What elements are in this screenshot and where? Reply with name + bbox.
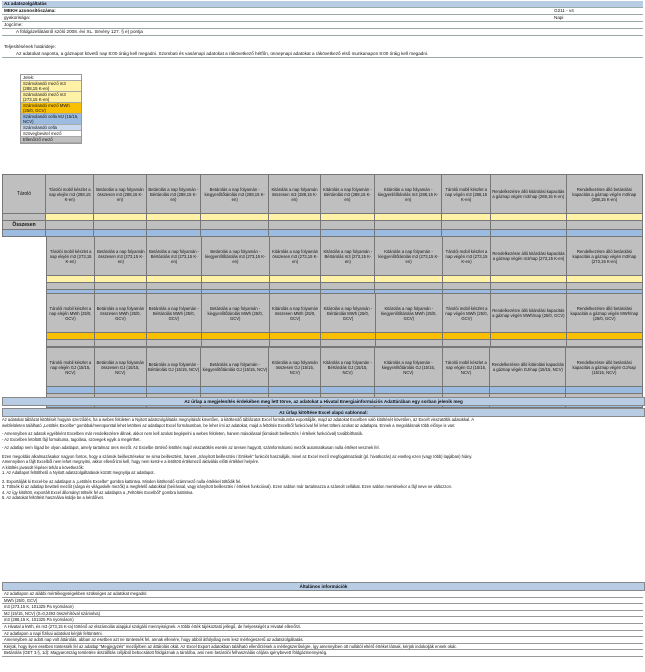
general-line: m3 (273,15 K, 101325 Pa nyomáson) bbox=[2, 604, 643, 611]
column-header: Kitárolás a nap folyamán - Bértárolás m3 (288,15 K-en) bbox=[320, 175, 374, 214]
general-line: Kérjük, hogy ilyen esetben tüntessék fel az adatlap "Megjegyzés" mezőjében az áttárolás okát. Az Excel Export adatokban található ellenőrzések a mérlegszerűségre, így amennyiben ott nullától eltérő értéket látnak, kérjük indokolják ennek okát. bbox=[2, 644, 643, 651]
frequency-label: gyakorisága: bbox=[4, 15, 31, 20]
mekh-label: MEKH azonosítószáma: bbox=[4, 8, 56, 13]
input-cell[interactable] bbox=[320, 214, 374, 221]
instruction-line: Az adatokat táblázat kitöltését hogyan szerződés, ha a webes felületen a Nyitott adatszolgáltatás megnyitását követően, a kitöltendő táblázatot Excel formátumba exportálják, majd az adatokat Excelben való kitöltését követően, az Excelt visszatöltik adatokkal. A bbox=[2, 417, 474, 422]
deadline-label: Teljesítésének határideje: bbox=[4, 44, 56, 49]
input-cell[interactable] bbox=[95, 276, 147, 283]
column-header: Kitárolás a nap folyamán - Bértárolás GJ (15/15, NCV) bbox=[321, 348, 375, 387]
input-cell[interactable] bbox=[490, 387, 566, 394]
deadline-value-row bbox=[2, 51, 643, 58]
input-cell[interactable] bbox=[94, 214, 146, 221]
column-header: Kitárolás a nap folyamán összesen m3 (288,15 K-en) bbox=[269, 175, 321, 214]
legal-value-row bbox=[2, 29, 643, 36]
legend-item: Számolandó mező m3 (288,15 K-en) bbox=[21, 81, 81, 92]
total-label: Összesen bbox=[3, 221, 46, 230]
column-header: Betárolás a nap folyamán - kiegyenlítőtárolás MWh (25/0, GCV) bbox=[201, 294, 269, 333]
input-cell[interactable] bbox=[46, 214, 94, 221]
input-cell[interactable] bbox=[443, 333, 491, 340]
total-row bbox=[3, 221, 643, 230]
column-header: Betárolás a nap folyamán - kiegyenlítőtárolás m3 (273,15 K-en) bbox=[201, 237, 269, 276]
section-title-row bbox=[2, 1, 643, 8]
column-header: Kitárolás a nap folyamán - kiegyenlítőtárolás GJ (15/15, NCV) bbox=[375, 348, 443, 387]
input-cell[interactable] bbox=[269, 387, 321, 394]
input-cell[interactable] bbox=[375, 387, 443, 394]
column-header: Betárolás a nap folyamán - Bértárolás m3 (273,15 K-en) bbox=[147, 237, 201, 276]
input-cell[interactable] bbox=[375, 333, 443, 340]
legal-value: A földgázellátásról szóló 2008. évi XL. törvény 127. § e) pontja bbox=[16, 29, 143, 34]
legend-title: Jelek: bbox=[21, 75, 81, 81]
general-line: Az adatlapon a napi fizikai adatokat kérjük feltüntetni. bbox=[2, 631, 643, 638]
frequency-row bbox=[2, 15, 643, 22]
general-line: A Hivatal a kWh, és m3 (273,15 K-ra) történő az elszámolás alapjául szolgáló mennyiségnek. A többi érték tájékoztató jellegű, de helyességét a Hivatal ellenőrzi. bbox=[2, 624, 643, 631]
table-m3-288 bbox=[2, 174, 643, 237]
legal-label-row bbox=[2, 22, 643, 29]
column-header: Betárolás a nap folyamán - Bértárolás MWh (25/0, GCV) bbox=[147, 294, 202, 333]
table-m3-273 bbox=[46, 236, 643, 297]
input-cell[interactable] bbox=[47, 387, 95, 394]
instruction-line: - Amennyiben az adatok egyébként Excelben már rendelkezésre állnak, akkor nem kell azokat begépelni a webes felületen, hanem másolással (kimásolt beillesztés / értékek funkcióval) továbbíthatók. bbox=[2, 431, 364, 436]
general-line: Betárolás (GET 3.§, 1d): Magyarország területére átszállítás céljából bebocsátott földgáznak a tárolóba, ami nem betárolói felhasználás céljára igénybevett földgázmennyiség. bbox=[2, 650, 643, 657]
layout-notice: Az űrlap a megjelenítés érdekében meg lett törve, az adatokat a Hivatal Energiainformációs Adattárában egy sorban jelenik meg bbox=[2, 397, 645, 406]
general-info-body bbox=[2, 591, 643, 657]
instructions-body bbox=[2, 417, 643, 501]
instruction-line: 2. Exportálják ki Excel-be az adatlapot a „Letöltés Excelbe” gombra kattintva. Minden kitöltendő számmező nulla értékkel töltődik fel. bbox=[2, 478, 242, 484]
input-cell[interactable] bbox=[201, 214, 269, 221]
instruction-line: Ezen megoldás alkalmazásakor nagyon fontos, hogy a számok beillesztésekor ne sima beillesztést, hanem „Irányított beillesztés / Értékek” funkciót használják, mivel az Excel mező megfogalmazását (pl. hivatkozás) az esetleg ezen (vagy több) lapjában) hiány. bbox=[2, 453, 473, 459]
instruction-line: 5. Az adatokat feltöltést használva küldje be a kérdőívet. bbox=[2, 495, 104, 500]
form-code: G211 - v4 bbox=[554, 8, 574, 13]
legend-item: Ellenőrző mező bbox=[21, 137, 81, 143]
column-header: Rendelkezésre álló kitárolási kapacitás a gáznap végén MWh/nap (25/0, GCV) bbox=[491, 294, 567, 333]
input-cell[interactable] bbox=[442, 276, 490, 283]
deadline-value: Az adatokat naponta, a gáznapot követő nap 8:00 óráig kell megadni. Szombati és vasárnapi adatokat a rákövetkező hétfőn, ünnepnapi adatokat a rákövetkező első munkanapon 8:00 óráig kell megadni. bbox=[16, 51, 429, 56]
input-cell[interactable] bbox=[146, 387, 201, 394]
column-header: Rendelkezésre álló kitárolási kapacitás a gáznap végén m3/nap (273,15 K-en) bbox=[491, 237, 567, 276]
input-cell[interactable] bbox=[47, 276, 95, 283]
input-cell[interactable] bbox=[47, 333, 95, 340]
column-header: Tárolói mobil készlet a nap végén m3 (273,15 K-en) bbox=[442, 237, 490, 276]
column-header: Betárolás a nap folyamán - Bértárolás GJ (15/15, NCV) bbox=[146, 348, 201, 387]
column-header: Kitárolás a nap folyamán - kiegyenlítőtárolás m3 (273,15 K-en) bbox=[375, 237, 442, 276]
column-header: Betárolás a nap folyamán összesen m3 (273,15 K-en) bbox=[95, 237, 147, 276]
general-line: m3 (288,15 K, 101325 Pa nyomáson) bbox=[2, 617, 643, 624]
column-header: Betárolás a nap folyamán - kiegyenlítőtárolás m3 (288,15 K-en) bbox=[201, 175, 269, 214]
deadline-label-row bbox=[2, 44, 643, 50]
column-header: Tárolói mobil készlet a nap elején m3 (273,15 K-en) bbox=[47, 237, 95, 276]
input-cell[interactable] bbox=[201, 387, 269, 394]
input-cell[interactable] bbox=[269, 333, 321, 340]
column-header: Rendelkezésre álló kitárolási kapacitás a gáznap végén m3/nap (288,15 K-en) bbox=[490, 175, 566, 214]
input-cell[interactable] bbox=[566, 214, 642, 221]
column-header: Betárolás a nap folyamán összesen GJ (15/15, NCV) bbox=[94, 348, 146, 387]
input-cell[interactable] bbox=[490, 214, 566, 221]
input-cell[interactable] bbox=[491, 333, 567, 340]
column-header: Betárolás a nap folyamán - kiegyenlítőtárolás GJ (15/15, NCV) bbox=[201, 348, 269, 387]
mekh-row bbox=[2, 8, 643, 15]
general-line: MWh (25/0, GCV) bbox=[2, 598, 643, 605]
input-cell[interactable] bbox=[94, 387, 146, 394]
column-header: Kitárolás a nap folyamán összesen GJ (15/15, NCV) bbox=[269, 348, 321, 387]
column-header: Kitárolás a nap folyamán összesen MWh (25/0, GCV) bbox=[269, 294, 321, 333]
legend-item: Szövegbevitel mező bbox=[21, 131, 81, 137]
input-cell[interactable] bbox=[147, 276, 201, 283]
column-header: Rendelkezésre álló kitárolási kapacitás a gáznap végén GJ/nap (15/15, NCV) bbox=[490, 348, 566, 387]
column-header: Kitárolás a nap folyamán összesen m3 (273,15 K-en) bbox=[269, 237, 321, 276]
legal-label: Jogcíme: bbox=[4, 22, 23, 27]
column-header: Kitárolás a nap folyamán - kiegyenlítőtárolás m3 (288,15 K-en) bbox=[374, 175, 442, 214]
legend-item: Számolandó mező m3 (273,15 K-en) bbox=[21, 92, 81, 103]
instructions-title: Az űrlap kitöltése Excel alapú sablonnal: bbox=[2, 408, 645, 417]
column-header: Kitárolás a nap folyamán - Bértárolás MWh (25/0, GCV) bbox=[321, 294, 375, 333]
input-cell[interactable] bbox=[491, 276, 567, 283]
column-header: Rendelkezésre álló betárolási kapacitás a gáznap végén MWh/nap (25/0, GCV) bbox=[566, 294, 642, 333]
input-cell[interactable] bbox=[442, 387, 490, 394]
column-header: Tárolói mobil készlet a nap végén GJ (15/15, NCV) bbox=[442, 348, 490, 387]
input-cell[interactable] bbox=[566, 276, 642, 283]
column-header: Kitárolás a nap folyamán - Bértárolás m3 (273,15 K-en) bbox=[321, 237, 375, 276]
input-cell[interactable] bbox=[201, 333, 269, 340]
frequency-value: Napi bbox=[554, 15, 564, 20]
input-cell[interactable] bbox=[146, 214, 201, 221]
input-row bbox=[3, 214, 643, 221]
instruction-line: - Az adatlap nem lógad be olyan adatlapot, amely tartalmaz üres mezőt. Az Excelbe történő letöltés majd visszatöltés esetén az üresen hagyott, számformátumú mezők automatikusan nulla értéket vesznek fel. bbox=[2, 445, 380, 450]
instruction-line: Amennyiben a fájlt Excelből nem lehet megnyitni, akkor ellenőrizni kell, hogy nem kerül-e a letöltött értékmező aktiválás előtti értékkel helyére. bbox=[2, 459, 260, 464]
table-mwh bbox=[46, 293, 643, 354]
column-header: Tárolói mobil készlet a nap végén m3 (288,15 K-en) bbox=[442, 175, 491, 214]
storage-column-header: Tároló bbox=[3, 175, 46, 214]
legend-item: Számolandó cella bbox=[21, 125, 81, 131]
instruction-line: A kitöltés javasolt lépései tehát a következők: bbox=[2, 464, 84, 470]
instruction-line: 1. Az Adatlapot feltölthető a Nyitott adatszolgáltatások között megnyitja az adatlapot. bbox=[2, 470, 155, 475]
column-header: Rendelkezésre álló betárolási kapacitás a gáznap végén m3/nap (273,15 K-en) bbox=[566, 237, 642, 276]
input-cell[interactable] bbox=[321, 387, 375, 394]
general-info-title: Általános információk bbox=[2, 582, 645, 591]
input-cell[interactable] bbox=[321, 333, 375, 340]
input-cell[interactable] bbox=[566, 387, 643, 394]
input-cell[interactable] bbox=[269, 276, 321, 283]
column-header: Betárolás a nap folyamán összesen m3 (288,15 K-en) bbox=[94, 175, 146, 214]
column-header: Betárolás a nap folyamán összesen MWh (25/0, GCV) bbox=[94, 294, 146, 333]
column-header: Rendelkezésre álló betárolási kapacitás a gáznap végén GJ/nap (15/15, NCV) bbox=[566, 348, 643, 387]
legend-item: Számolandó mező MWh (25/0, GCV) bbox=[21, 103, 81, 114]
legend bbox=[20, 74, 82, 144]
instruction-line: webfelületen található „Letöltés Excelbe” gombbal/menüponttal lehet letölteni az adatlapot Excel formátumban, be lehet írni az adatokat, majd a feltöltés Excelből funkcióval fel lehet tölteni azokat az adatlapra. Ennek a megoldásnak több előnye is van: bbox=[2, 422, 456, 428]
legend-item: Számolandó cella MJ (15/15, NCV) bbox=[21, 114, 81, 125]
input-cell[interactable] bbox=[201, 276, 269, 283]
column-header: Kitárolás a nap folyamán - kiegyenlítőtárolás MWh (25/0, GCV) bbox=[375, 294, 443, 333]
instruction-line: 3. Töltsék ki az adatlap bevitteli mezőit (sárga és világoskék mezők) a megfelelő adatokkal (beírással, vagy irányított beillesztés / értékek funkcióval). Ezen sablon már tartalmazza a számolt cellákat. Ezen sablon mentésekor a fájl neve ne változzon. bbox=[2, 484, 452, 489]
input-cell[interactable] bbox=[375, 276, 442, 283]
input-cell[interactable] bbox=[442, 214, 491, 221]
general-line: Amennyiben az adott nap volt áttárolás, abban az esetben azt ne tüntessék fel, annak ellenére, hogy abból átfolyólag nem lesz mérlegeszerű az adatszolgáltatás. bbox=[2, 637, 643, 644]
input-cell[interactable] bbox=[269, 214, 321, 221]
instruction-line: - Az Excelben letöltött fájl formátuma, tagolása, szövegek egyik a megérthet. bbox=[2, 436, 141, 442]
column-header: Tárolói mobil készlet a nap elején GJ (15/15, NCV) bbox=[47, 348, 95, 387]
column-header: Rendelkezésre álló betárolási kapacitás a gáznap végén m3/nap (288,15 K-en) bbox=[566, 175, 642, 214]
column-header: Tárolói mobil készlet a nap elején m3 (288,15 K-en) bbox=[46, 175, 94, 214]
column-header: Betárolás a nap folyamán - Bértárolás m3 (288,15 K-en) bbox=[146, 175, 201, 214]
input-cell[interactable] bbox=[566, 333, 642, 340]
input-cell[interactable] bbox=[374, 214, 442, 221]
input-cell[interactable] bbox=[94, 333, 146, 340]
general-line: Az adatlapon az alábbi mértékegységekben szükséges az adatokat megadni: bbox=[2, 591, 643, 598]
column-header: Tárolói mobil készlet a nap végén MWh (25/0, GCV) bbox=[443, 294, 491, 333]
section-title: Az adatszolgáltatás bbox=[4, 1, 47, 6]
instruction-line: 4. Az így kitöltött, exportált Excel állományt töltsék fel az adatlapra a „Feltöltés Excelből” gombra kattintva. bbox=[2, 489, 194, 495]
general-line: MJ (15/15, NCV) (0=0,2493 összehítóval számolva) bbox=[2, 611, 643, 618]
column-header: Tárolói mobil készlet a nap elején MWh (25/0, GCV) bbox=[47, 294, 95, 333]
input-cell[interactable] bbox=[147, 333, 202, 340]
input-cell[interactable] bbox=[321, 276, 375, 283]
